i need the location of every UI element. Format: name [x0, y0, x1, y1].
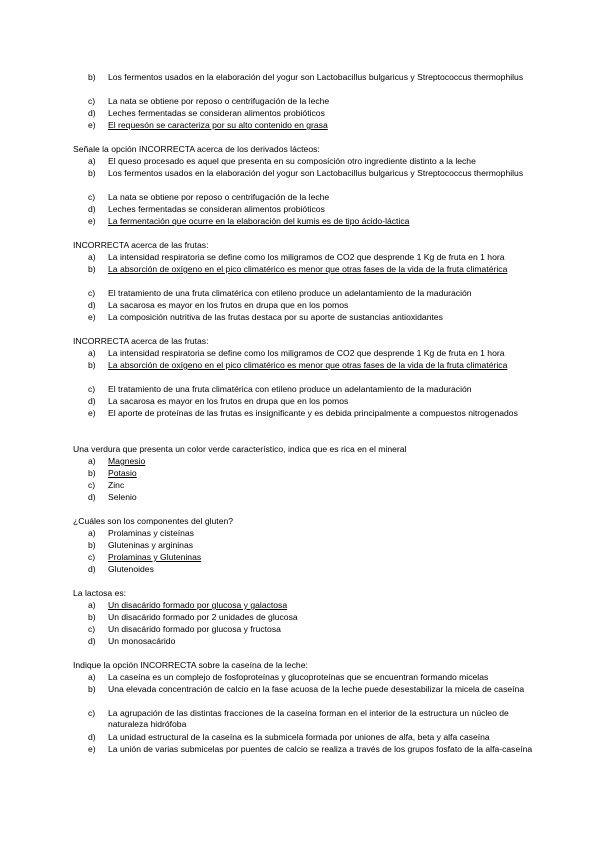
option-letter: b): [88, 540, 96, 550]
option-letter: e): [88, 120, 96, 130]
option-letter: a): [88, 672, 96, 682]
option-text: La caseína es un complejo de fosfoproteínas y glucoproteínas que se encuentran formando micelas: [108, 672, 489, 682]
option-letter: a): [88, 456, 96, 466]
option-letter: b): [88, 72, 96, 82]
option-text: El tratamiento de una fruta climatérica con etileno produce un adelantamiento de la maduración: [108, 288, 472, 298]
question-text: INCORRECTA acerca de las frutas:: [73, 336, 209, 346]
option-letter: d): [88, 108, 96, 118]
option-text: La composición nutritiva de las frutas destaca por su aporte de sustancias antioxidantes: [108, 312, 443, 322]
option-text: Gluteninas y argininas: [108, 540, 194, 550]
option-text: Los fermentos usados en la elaboración del yogur son Lactobacillus bulgaricus y Streptococcus thermophilus: [108, 72, 524, 82]
option-letter: b): [88, 468, 96, 478]
question-text: Una verdura que presenta un color verde característico, indica que es rica en el mineral: [73, 444, 407, 454]
option-letter: b): [88, 168, 96, 178]
option-text: El aporte de proteínas de las frutas es insignificante y es debida principalmente a compuestos nitrogenados: [108, 408, 518, 418]
option-text: La intensidad respiratoria se define como los miligramos de CO2 que desprende 1 Kg de fruta en 1 hora: [108, 252, 505, 262]
option-letter: a): [88, 348, 96, 358]
option-text: Los fermentos usados en la elaboración del yogur son Lactobacillus bulgaricus y Streptococcus thermophilus: [108, 168, 524, 178]
option-letter: e): [88, 408, 96, 418]
option-letter: d): [88, 636, 96, 646]
option-text: La absorción de oxígeno en el pico climatérico es menor que otras fases de la vida de la fruta climatérica: [108, 264, 508, 274]
option-text: La nata se obtiene por reposo o centrifugación de la leche: [108, 192, 330, 202]
option-letter: d): [88, 732, 96, 742]
option-letter: b): [88, 612, 96, 622]
option-text: Leches fermentadas se consideran alimentos probióticos: [108, 108, 325, 118]
option-letter: d): [88, 204, 96, 214]
option-letter: c): [88, 480, 96, 490]
option-text: La absorción de oxígeno en el pico climatérico es menor que otras fases de la vida de la fruta climatérica: [108, 360, 508, 370]
option-text: Un disacárido formado por 2 unidades de glucosa: [108, 612, 298, 622]
option-text: Selenio: [108, 492, 137, 502]
option-text: La intensidad respiratoria se define como los miligramos de CO2 que desprende 1 Kg de fruta en 1 hora: [108, 348, 505, 358]
option-text: La unión de varias submicelas por puentes de calcio se realiza a través de los grupos fosfato de la alfa-caseína: [108, 744, 533, 754]
question-text: INCORRECTA acerca de las frutas:: [73, 240, 209, 250]
question-text: ¿Cuáles son los componentes del gluten?: [73, 516, 234, 526]
option-letter: d): [88, 492, 96, 502]
option-letter: b): [88, 684, 96, 694]
option-letter: d): [88, 564, 96, 574]
option-letter: c): [88, 192, 96, 202]
option-text: La fermentación que ocurre en la elaboración del kumis es de tipo ácido-láctica: [108, 216, 410, 226]
option-letter: e): [88, 216, 96, 226]
option-text: Un disacárido formado por glucosa y galactosa: [108, 600, 288, 610]
option-text: Prolaminas y cisteínas: [108, 528, 194, 538]
option-text: Potasio: [108, 468, 137, 478]
option-text: La sacarosa es mayor en los frutos en drupa que en los pomos: [108, 300, 349, 310]
option-text: Una elevada concentración de calcio en la fase acuosa de la leche puede desestabilizar la micela de caseína: [108, 684, 525, 694]
option-letter: c): [88, 708, 96, 718]
option-text: El tratamiento de una fruta climatérica con etileno produce un adelantamiento de la maduración: [108, 384, 472, 394]
option-text: El requesón se caracteriza por su alto contenido en grasa: [108, 120, 328, 130]
option-letter: a): [88, 600, 96, 610]
option-text: El queso procesado es aquel que presenta en su composición otro ingrediente distinto a la leche: [108, 156, 476, 166]
option-text: Un monosacárido: [108, 636, 176, 646]
option-letter: d): [88, 300, 96, 310]
option-letter: a): [88, 156, 96, 166]
option-text: La nata se obtiene por reposo o centrifugación de la leche: [108, 96, 330, 106]
option-text: La unidad estructural de la caseína es la submicela formada por uniones de alfa, beta y alfa caseína: [108, 732, 490, 742]
option-text: Leches fermentadas se consideran alimentos probióticos: [108, 204, 325, 214]
option-text: Zinc: [108, 480, 125, 490]
question-text: Indique la opción INCORRECTA sobre la caseína de la leche:: [73, 660, 308, 670]
option-letter: c): [88, 552, 96, 562]
option-text: Glutenoides: [108, 564, 154, 574]
option-letter: e): [88, 312, 96, 322]
option-text: La agrupación de las distintas fracciones de la caseína forman en el interior de la estructura un núcleo de naturaleza hidrófoba: [108, 708, 509, 730]
option-text: Prolaminas y Gluteninas: [108, 552, 202, 562]
option-letter: c): [88, 384, 96, 394]
option-text: Magnesio: [108, 456, 146, 466]
option-letter: d): [88, 396, 96, 406]
option-text: La sacarosa es mayor en los frutos en drupa que en los pomos: [108, 396, 349, 406]
option-letter: c): [88, 96, 96, 106]
option-letter: b): [88, 360, 96, 370]
option-letter: e): [88, 744, 96, 754]
question-text: La lactosa es:: [73, 588, 127, 598]
option-letter: b): [88, 264, 96, 274]
question-text: Señale la opción INCORRECTA acerca de los derivados lácteos:: [73, 144, 320, 154]
option-text: Un disacárido formado por glucosa y fructosa: [108, 624, 281, 634]
option-letter: c): [88, 624, 96, 634]
option-letter: c): [88, 288, 96, 298]
option-letter: a): [88, 528, 96, 538]
option-letter: a): [88, 252, 96, 262]
